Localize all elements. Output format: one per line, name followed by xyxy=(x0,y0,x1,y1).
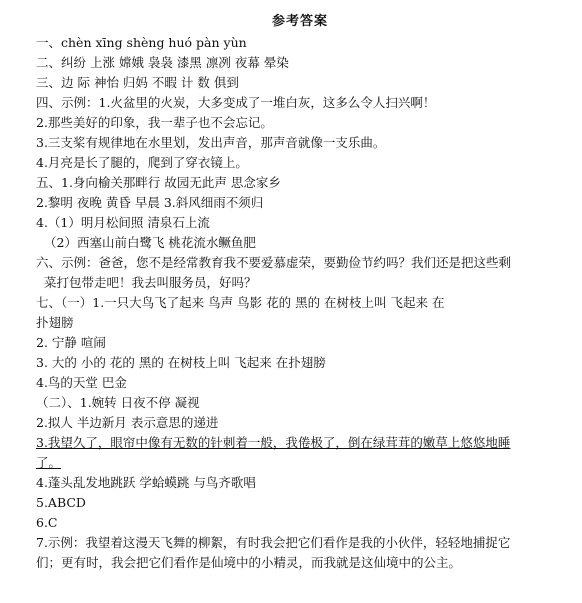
answer-line-21: 3.我望久了，眼帘中像有无数的针刺着一般，我倦极了，倒在绿茸茸的嫩草上悠悠地睡 xyxy=(36,435,511,450)
answer-line-4: 四、示例：1.火盆里的火炭，大多变成了一堆白灰，这多么令人扫兴啊！ xyxy=(36,95,436,110)
answer-line-19: （二）、1.婉转 日夜不停 凝视 xyxy=(36,395,200,410)
answer-line-5: 2.那些美好的印象，我一辈子也不会忘记。 xyxy=(36,115,273,130)
answer-line-11: （2）西塞山前白鹭飞 桃花流水鳜鱼肥 xyxy=(44,235,256,250)
answer-line-16: 2. 宁静 喧闹 xyxy=(36,335,106,350)
answer-line-20: 2.拟人 半边新月 表示意思的递进 xyxy=(36,415,219,430)
answer-line-25: 6.C xyxy=(36,515,58,530)
answer-line-14: 七、（一）1.一只大鸟飞了起来 鸟声 鸟影 花的 黑的 在树枝上叫 飞起来 在 xyxy=(36,295,445,310)
answer-line-2: 二、纠纷 上涨 嫦娥 袅袅 漆黑 凛冽 夜幕 晕染 xyxy=(36,55,289,70)
answer-line-3: 三、边 际 神怡 归妈 不暇 计 数 俱到 xyxy=(36,75,239,90)
answer-line-17: 3. 大的 小的 花的 黑的 在树枝上叫 飞起来 在扑翅膀 xyxy=(36,355,326,370)
answer-line-9: 2.黎明 夜晚 黄昏 早晨 3.斜风细雨不须归 xyxy=(36,195,264,210)
answer-line-24: 5.ABCD xyxy=(36,495,86,510)
answer-line-1: 一、chèn xīng shèng huó pàn yùn xyxy=(36,35,247,50)
answer-line-18: 4.鸟的天堂 巴金 xyxy=(36,375,127,390)
answer-line-26: 7.示例：我望着这漫天飞舞的柳絮，有时我会把它们看作是我的小伙伴，轻轻地捕捉它 xyxy=(36,535,511,550)
answer-line-27: 们；更有时，我会把它们看作是仙境中的小精灵，而我就是这仙境中的公主。 xyxy=(36,555,462,570)
answer-line-6: 3.三支桨有规律地在水里划，发出声音，那声音就像一支乐曲。 xyxy=(36,135,386,150)
answer-line-13: 菜打包带走吧！我去叫服务员，好吗？ xyxy=(44,275,257,290)
answer-line-12: 六、示例：爸爸，您不是经常教育我不要爱慕虚荣，要勤俭节约吗？我们还是把这些剩 xyxy=(36,255,512,270)
answer-line-10: 4.（1）明月松间照 清泉石上流 xyxy=(36,215,210,230)
answer-line-8: 五、1.身向榆关那畔行 故园无此声 思念家乡 xyxy=(36,175,281,190)
answer-line-23: 4.蓬头乱发地跳跃 学蛤蟆跳 与鸟齐歌唱 xyxy=(36,475,256,490)
answer-line-22: 了。 xyxy=(36,455,62,470)
answer-line-7: 4.月亮是长了腿的，爬到了穿衣镜上。 xyxy=(36,155,248,170)
page-title: 参考答案 xyxy=(271,14,328,29)
answer-line-15: 扑翅膀 xyxy=(36,315,74,330)
